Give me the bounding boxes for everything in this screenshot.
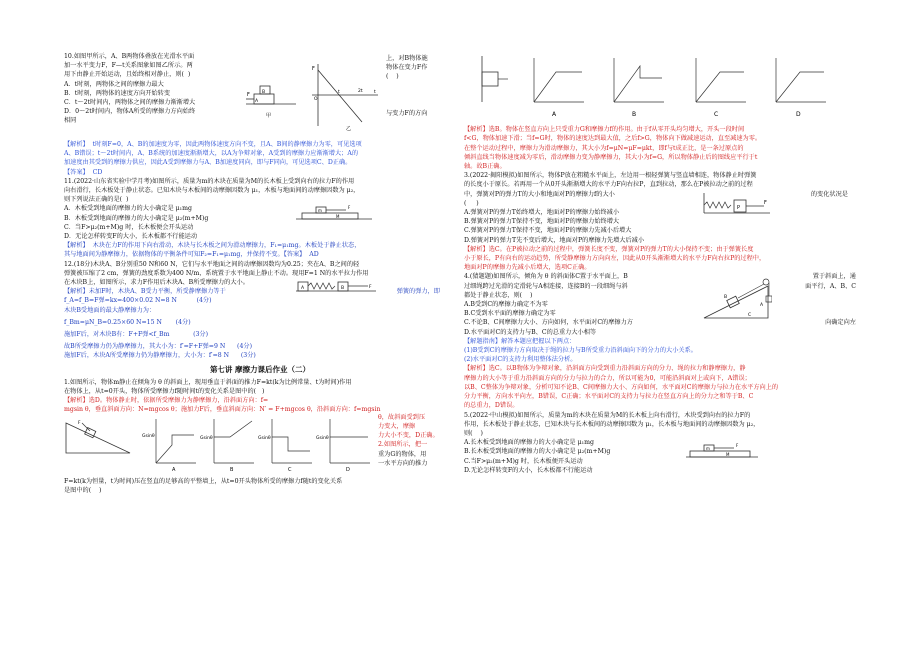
q2-wall-figure xyxy=(482,56,508,102)
q1-analysis: 【解析】选D。物体静止时，依据所受摩擦力为静摩擦力，沿斜面方向：f= xyxy=(64,397,269,405)
svg-text:甲: 甲 xyxy=(266,113,272,119)
svg-text:Gsinθ: Gsinθ xyxy=(200,435,213,441)
q12-stem: 弹簧被压缩了2 cm，弹簧的劲度系数为400 N/m，系统置于水平地面上静止不动。现用F=1 N的水平拉力作用 xyxy=(64,269,369,277)
q5-option-a: A.长木板受到地面的摩擦力的大小确定是 μ₁mg xyxy=(464,439,594,447)
q10-option-d: D．0～2t时间内，物体A所受的摩擦力方向始终 xyxy=(64,108,196,116)
q2-analysis: 【解析】选B。物体在竖直方向上只受重力G和摩擦力f的作用。由于f从零开头均匀增大，开头一段时间 xyxy=(464,126,745,134)
left-column xyxy=(64,52,456,495)
q5-block xyxy=(464,411,856,475)
svg-text:C: C xyxy=(288,466,292,473)
q11-block xyxy=(64,177,456,241)
svg-text:B: B xyxy=(341,285,345,291)
svg-text:B: B xyxy=(262,90,266,95)
q4-analysis: 分力平衡，方向水平向左，B错误，C正确；水平面对C的支持力与拉力在竖直方向上的分力之和等于B、C xyxy=(464,393,754,401)
q2-stem: 2.如图所示，把一 xyxy=(378,441,428,449)
q3-option-d: D.弹簧对P的弹力T先不变后增大，地面对P的摩擦力先增大后减小 xyxy=(464,236,645,244)
svg-text:F: F xyxy=(312,66,315,72)
q2-analysis: 在整个运动过程中，摩擦力为滑动摩擦力，其大小为f=μN=μF=μkt，即f与t成正比，是一条过原点的 xyxy=(464,144,744,152)
q2-graph-a xyxy=(534,58,584,118)
q1-graph-c xyxy=(258,419,312,473)
svg-text:2t: 2t xyxy=(358,89,363,94)
q2-stem: 是图中的( ) xyxy=(64,486,102,494)
q2-analysis: f<G，物体加速下滑；当f=G时，物体的速度达到最大值，之后f>G，物体向下做减速运动，直至减速为零。 xyxy=(464,135,762,143)
svg-text:M: M xyxy=(726,451,730,457)
q2-graph-c xyxy=(696,58,746,118)
svg-text:F: F xyxy=(78,420,81,426)
q12-block xyxy=(64,260,456,291)
q4-option-a: A.B受到C的摩擦力确定不为零 xyxy=(464,301,548,309)
q11-analysis: 其与地面间为静摩擦力，依据物体的平衡条件可知F₂=F₁=μ₁mg，并保持不变。【答案】 AD xyxy=(64,251,319,259)
q10-block xyxy=(64,52,456,140)
svg-text:M: M xyxy=(336,213,340,219)
q1-options-graphs xyxy=(142,415,374,473)
svg-text:Gsinθ: Gsinθ xyxy=(258,435,271,441)
q1-analysis: θ，故斜面受到压 xyxy=(378,413,426,421)
q11-figure xyxy=(296,205,376,225)
q10-analysis: 【解析】 t时刻F=0，A、B的加速度为零，因此两物体速度方向不变，且A、B间的静摩擦力为零，可见选项 xyxy=(64,141,362,148)
q1-incline-figure xyxy=(64,417,134,457)
q3-analysis: 小于原长，P有向右的运动趋势，所受静摩擦力方向向左，因此从0开头渐渐增大的水平力F向右拉P的过程中， xyxy=(464,255,766,263)
svg-text:Gsinθ: Gsinθ xyxy=(316,435,329,441)
svg-text:B: B xyxy=(632,111,637,118)
q10-side-text: 上，对B物体施 xyxy=(386,55,428,62)
q4-hint: (2)水平面对C的支持力利用整体法分析。 xyxy=(464,356,577,364)
q5-stem: 5.(2022·中山模拟)如图所示，质量为m的木块在质量为M的长木板上向右滑行，木块受到向右的拉力F的 xyxy=(464,411,751,419)
q4-hint: (1)B受到C的摩擦力方向取决于绳的拉力与B所受重力沿斜面向下的分力的大小关系。 xyxy=(464,347,697,355)
q10-option-b: B．t时刻，两物体的速度方向开始转变 xyxy=(64,89,171,97)
q10-stem: 用下由静止开始运动，且始终相对静止，则( ) xyxy=(64,71,191,79)
q3-stem: 的长度小于原长。若再用一个从0开头渐渐增大的水平力F向右拉P，直到拉动，那么在P被拉动之前的过程 xyxy=(464,181,753,189)
svg-text:t: t xyxy=(374,90,376,95)
q4-option-c: 向确定向左 xyxy=(825,319,856,327)
q3-figure xyxy=(702,191,774,217)
q3-stem: 3.(2022·揭阳模拟)如图所示，物体P放在粗糙水平面上，左边用一根轻弹簧与竖直墙相连，物体静止时弹簧 xyxy=(464,172,757,180)
q2-graph-b xyxy=(614,58,664,118)
svg-text:m: m xyxy=(706,445,710,451)
q4-option-d: D.水平面对C的支持力与B、C的总重力大小相等 xyxy=(464,328,597,336)
q12-solution: 施加F后，木块A所受摩擦力仍为静摩擦力，大小为：f′=8 N (3分) xyxy=(64,352,256,360)
svg-text:F: F xyxy=(369,284,372,290)
q10-figure xyxy=(246,62,386,132)
q12-solution: 弹簧的弹力，即 xyxy=(396,288,440,296)
svg-text:F: F xyxy=(764,200,767,207)
q4-hint: 【解题指南】解答本题应把握以下两点： xyxy=(464,337,576,345)
q2-graph-d xyxy=(776,58,826,118)
q1-analysis: 力变大，摩擦 xyxy=(378,422,416,430)
q11-stem: 则下列说法正确的是( ) xyxy=(64,196,129,204)
svg-text:F: F xyxy=(247,92,250,98)
q1-graph-a xyxy=(142,419,196,473)
q11-option-a: A．木板受到地面的摩擦力的大小确定是 μ₁mg xyxy=(64,205,192,213)
q12-solution: 故B所受摩擦力仍为静摩擦力，其大小为：f′=F+F弹=9 N (4分) xyxy=(64,343,253,351)
q12-stem: 12.(18分)木块A、B分别重50 N和60 N，它们与水平地面之间的动摩擦因数均为0.25；夹在A、B之间的轻 xyxy=(64,260,360,268)
q3-stem: ( ) xyxy=(464,199,479,207)
q5-stem: 则( ) xyxy=(464,429,483,437)
q10-stem: 10.如图甲所示，A、B两物体叠放在光滑水平面 xyxy=(64,53,195,60)
svg-text:C: C xyxy=(714,111,719,118)
svg-text:A: A xyxy=(301,285,305,291)
q12-solution: f_A=f_B=F弹=kx=400×0.02 N=8 N (4分) xyxy=(64,297,212,305)
svg-text:A: A xyxy=(552,111,557,118)
svg-text:P: P xyxy=(737,205,741,212)
q10-side-text: 物体在变力F作 xyxy=(386,64,428,72)
svg-text:D: D xyxy=(796,111,801,118)
q3-option-a: A.弹簧对P的弹力T始终增大，地面对P的摩擦力始终减小 xyxy=(464,209,620,217)
svg-text:B: B xyxy=(230,466,234,473)
q11-option-b: B．木板受到地面的摩擦力的大小确定是 μ₂(m+M)g xyxy=(64,214,209,222)
q1-graph-d xyxy=(316,419,370,473)
q4-stem: 置于斜面上，通 xyxy=(812,273,856,281)
q1-stem: 在物体上，从t=0开头，物体所受摩擦力f随时间t的变化关系是图中的( ) xyxy=(64,388,265,396)
q2-stem: F=kt(k为恒量，t为时间)压在竖直的足够高的平整墙上，从t=0开头物体所受的摩擦力f随t的变化关系 xyxy=(64,477,343,485)
q4-stem: 过细绳跨过光滑的定滑轮与A相连接，连接B的一段细绳与斜 xyxy=(464,282,628,290)
q10-side-text: ( ) xyxy=(386,73,399,81)
q4-option-b: B.C受到水平面的摩擦力确定为零 xyxy=(464,310,556,318)
svg-text:D: D xyxy=(346,466,350,473)
q1-analysis: 力大小不变，D正确。 xyxy=(378,432,439,440)
q3-stem: 的变化状况是 xyxy=(810,190,848,198)
q10-side-text: 与变力F的方向 xyxy=(386,109,428,117)
q10-answer: 【答案】 CD xyxy=(64,168,103,176)
q4-stem: 都处于静止状态，则( ) xyxy=(464,291,533,299)
q10-option-a: A．t时刻，两物体之间的摩擦力最大 xyxy=(64,80,164,88)
q3-analysis: 【解析】选C。在P被拉动之前的过程中，弹簧长度不变，弹簧对P的弹力T的大小保持不变；由于弹簧长度 xyxy=(464,245,754,253)
q4-option-c: C.不论B、C间摩擦力大小、方向如何，水平面对C的摩擦力方 xyxy=(464,319,633,327)
svg-text:F: F xyxy=(736,442,739,448)
q4-figure xyxy=(700,274,772,324)
q11-analysis: 【解析】 木块在力F的作用下向右滑动，木块与长木板之间为滑动摩擦力，F₁=μ₁mg。木板处于静止状态， xyxy=(64,242,361,250)
q5-stem: 作用，长木板处于静止状态，已知木块与长木板间的动摩擦因数为 μ₁，长木板与地面间的动摩擦因数为 μ₂， xyxy=(464,420,760,428)
q4-analysis: 以B、C整体为争辩对象，分析可知不论B、C间摩擦力大小、方向如何，水平面对C的摩擦力与拉力在水平方向上的 xyxy=(464,383,779,391)
svg-text:A: A xyxy=(255,99,259,104)
q3-stem: 中，弹簧对P的弹力T的大小和地面对P的摩擦力f的大小 xyxy=(464,190,615,198)
q1-analysis: mgsin θ，垂直斜面方向：N=mgcos θ；施加力F后，垂直斜面方向：N′ = F+mgcos θ，沿斜面方向：f=mgsin xyxy=(64,406,381,414)
q4-analysis: 的总重力，D错误。 xyxy=(464,402,519,410)
right-column xyxy=(464,52,856,475)
q4-stem: 4.(猜题题)如图所示，倾角为 θ 的斜面体C置于水平面上，B xyxy=(464,273,628,281)
q12-solution: f_Bm=μN_B=0.25×60 N=15 N (4分) xyxy=(64,318,191,326)
q4-stem: 面平行，A、B、C xyxy=(805,282,856,290)
q4-block xyxy=(464,272,856,336)
q12-solution: 木块B受地面的最大静摩擦力为： xyxy=(64,306,156,314)
svg-text:C: C xyxy=(748,313,752,319)
q11-stem: 11.(2022·山东省实验中学月考)如图所示，质量为m的木块在质量为M的长木板上受到向右的拉力F的作用 xyxy=(64,177,355,185)
svg-text:m: m xyxy=(318,207,322,213)
q4-analysis: 【解析】选C。以B物体为争辩对象，沿斜面方向受到重力沿斜面方向的分力、绳的拉力和静摩擦力，静 xyxy=(464,365,746,373)
q10-analysis: 加速度由其受到的摩擦力供应，因此A受到摩擦力与A、B加速度同向，即与F同向，可见选项C、D正确。 xyxy=(64,159,352,167)
q3-option-c: C.弹簧对P的弹力T保持不变，地面对P的摩擦力先减小后增大 xyxy=(464,227,632,235)
q12-stem: 在木块B上，如图所示，求力F作用后木块A、B所受摩擦力的大小。 xyxy=(64,279,249,287)
svg-text:Gsinθ: Gsinθ xyxy=(142,433,155,439)
q3-option-b: B.弹簧对P的弹力T保持不变，地面对P的摩擦力始终增大 xyxy=(464,218,620,226)
q3-block xyxy=(464,171,856,245)
svg-text:乙: 乙 xyxy=(346,126,352,132)
q10-option-d: 相同 xyxy=(64,117,77,125)
section-title: 第七讲 摩擦力课后作业（二） xyxy=(209,364,311,374)
q1-stem: 1.如图所示，物体m静止在倾角为 θ 的斜面上，现用垂直于斜面的推力F=kt(k为比例常量、t为时间)作用 xyxy=(64,378,352,386)
q10-option-c: C．t～2t时间内，两物体之间的摩擦力渐渐增大 xyxy=(64,99,196,107)
q2-stem: 重为G的物体，用 xyxy=(378,450,427,458)
svg-text:B: B xyxy=(724,295,728,301)
q2-graphs xyxy=(464,52,856,122)
q12-solution: 施加F后，对木块B有：F+F弹<f_Bm (3分) xyxy=(64,331,209,339)
q3-analysis: 地面对P的摩擦力先减小后增大，选项C正确。 xyxy=(464,264,591,272)
svg-text:O: O xyxy=(314,97,318,102)
q1-graph-b xyxy=(200,419,254,473)
svg-text:A: A xyxy=(172,466,176,473)
q2-stem: 一水平方向的推力 xyxy=(378,459,428,467)
svg-text:t: t xyxy=(338,90,340,95)
q5-option-c: C.当F>μ₂(m+M)g 时，长木板便开头运动 xyxy=(464,457,583,465)
q2-analysis: 轴。故B正确。 xyxy=(464,163,506,171)
q11-option-c: C．当F>μ₂(m+M)g 时，长木板便会开头运动 xyxy=(64,223,194,231)
q12-solution: 【解析】未加F时，木块A、B受力平衡，所受静摩擦力等于 xyxy=(64,288,226,296)
q4-analysis: 摩擦力的大小等于重力沿斜面方向的分力与拉力的合力，所以可能为0，可能沿斜面对上或向下，A错误； xyxy=(464,374,751,382)
q5-option-b: B.长木板受到地面的摩擦力的大小确定是 μ₂(m+M)g xyxy=(464,448,611,456)
q11-option-d: D．无论怎样转变F的大小，长木板都不行能运动 xyxy=(64,233,198,241)
svg-text:F: F xyxy=(348,204,351,210)
q5-option-d: D.无论怎样转变F的大小，长木板都不行能运动 xyxy=(464,466,593,474)
q2-analysis: 倾斜直线当物体速度减为零后，滑动摩擦力变为静摩擦力，其大小为f=G，所以物体静止后的图线应平行于t xyxy=(464,153,758,161)
q11-stem: 向右滑行，长木板处于静止状态。已知木块与木板间的动摩擦因数为 μ₁，木板与地面间的动摩擦因数为 μ₂， xyxy=(64,187,360,195)
svg-text:A: A xyxy=(760,303,764,309)
q5-figure xyxy=(686,443,762,463)
q10-analysis: A、B错误；t～2t时间内，A、B系统的加速度渐渐增大，以A为争辩对象，A受到的摩擦力应渐渐增大；A的 xyxy=(64,150,359,158)
q10-stem: 加一水平变力F，F—t关系图象如图乙所示。两 xyxy=(64,62,193,70)
q12-figure xyxy=(296,280,386,294)
q1-block xyxy=(64,378,456,495)
